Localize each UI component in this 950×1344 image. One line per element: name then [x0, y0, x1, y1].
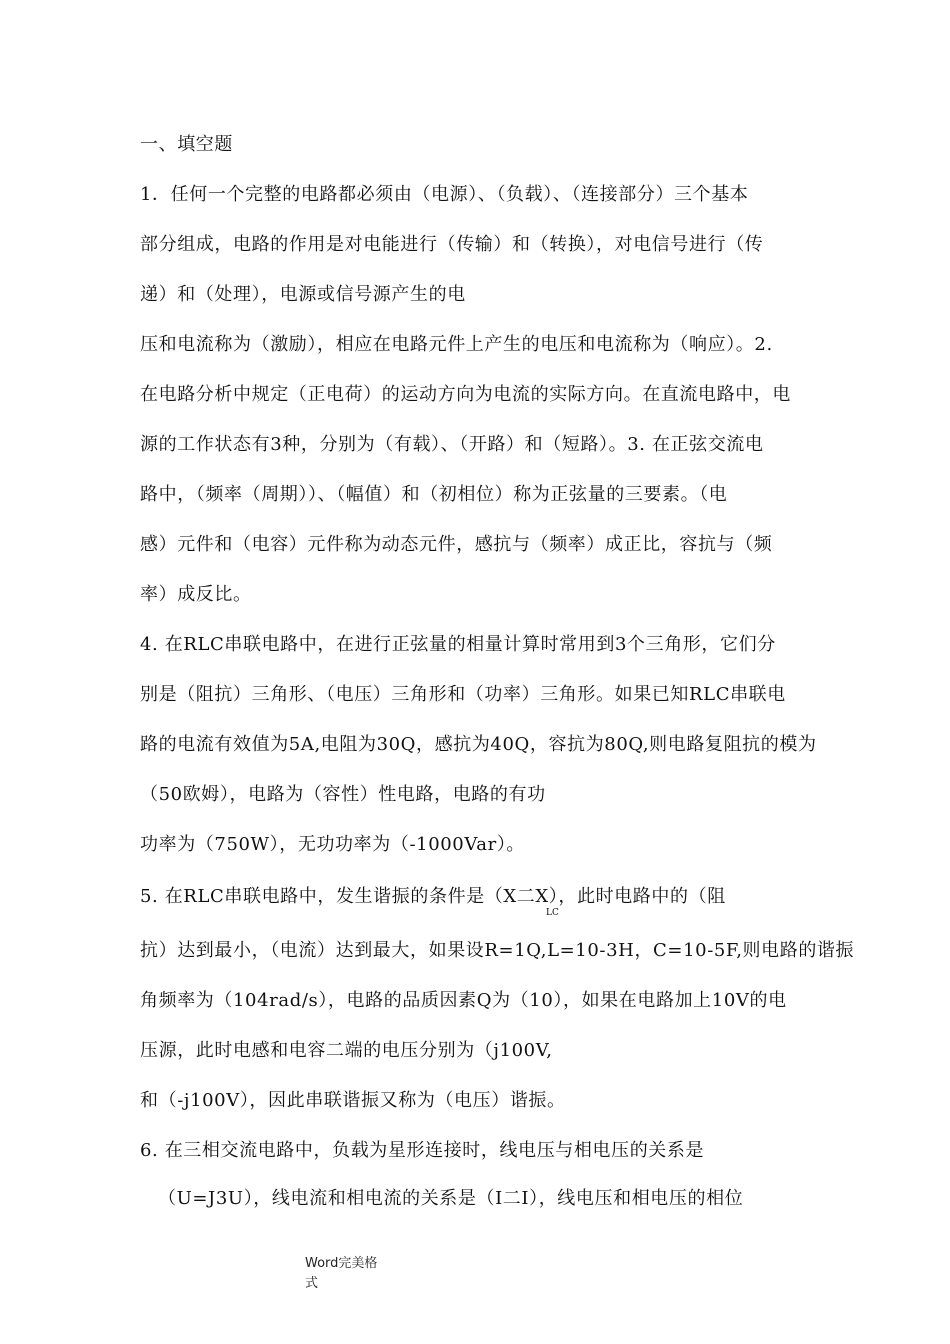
- paragraph-line: 路的电流有效值为5A,电阻为30Q，感抗为40Q，容抗为80Q,则电路复阻抗的模为: [140, 734, 817, 755]
- paragraph-line: 部分组成，电路的作用是对电能进行（传输）和（转换），对电信号进行（传: [140, 234, 764, 255]
- footer-watermark: [305, 1254, 377, 1294]
- paragraph-line: 角频率为（104rad/s），电路的品质因素Q为（10），如果在电路加上10V的电: [140, 990, 787, 1011]
- paragraph-line: 1．任何一个完整的电路都必须由（电源）、（负载）、（连接部分）三个基本: [140, 184, 749, 205]
- footer-line: Word完美格: [305, 1256, 378, 1271]
- paragraph-line: 别是（阻抗）三角形、（电压）三角形和（功率）三角形。如果已知RLC串联电: [140, 684, 786, 705]
- paragraph-line: 5. 在RLC串联电路中，发生谐振的条件是（X二X），此时电路中的（阻: [140, 886, 726, 907]
- paragraph-line: 功率为（750W），无功功率为（-1000Var）。: [140, 834, 526, 855]
- paragraph-line: 在电路分析中规定（正电荷）的运动方向为电流的实际方向。在直流电路中，电: [140, 384, 791, 405]
- paragraph-line: 源的工作状态有3种，分别为（有载）、（开路）和（短路）。3. 在正弦交流电: [140, 434, 764, 455]
- section-title: 一、填空题: [140, 134, 233, 155]
- paragraph-line: 4. 在RLC串联电路中，在进行正弦量的相量计算时常用到3个三角形，它们分: [140, 634, 776, 655]
- paragraph-line: 抗）达到最小，（电流）达到最大，如果设R=1Q,L=10-3H，C=10-5F,则电路的谐振: [140, 940, 855, 961]
- footer-line: 式: [305, 1276, 319, 1291]
- paragraph-line: 路中，（频率（周期））、（幅值）和（初相位）称为正弦量的三要素。（电: [140, 484, 728, 505]
- paragraph-line: 6. 在三相交流电路中，负载为星形连接时，线电压与相电压的关系是: [140, 1140, 705, 1161]
- paragraph-line: 和（-j100V），因此串联谐振又称为（电压）谐振。: [140, 1090, 566, 1111]
- subscript-lc: LC: [546, 908, 559, 918]
- paragraph-line: 感）元件和（电容）元件称为动态元件，感抗与（频率）成正比，容抗与（频: [140, 534, 773, 555]
- paragraph-line: （50欧姆），电路为（容性）性电路，电路的有功: [140, 784, 546, 805]
- paragraph-line: 压源，此时电感和电容二端的电压分别为（j100V,: [140, 1040, 553, 1061]
- paragraph-line: （U=J3U），线电流和相电流的关系是（I二I），线电压和相电压的相位: [158, 1188, 744, 1209]
- paragraph-line: 压和电流称为（激励），相应在电路元件上产生的电压和电流称为（响应）。2.: [140, 334, 773, 355]
- paragraph-line: 率）成反比。: [140, 584, 252, 605]
- paragraph-line: 递）和（处理），电源或信号源产生的电: [140, 284, 466, 305]
